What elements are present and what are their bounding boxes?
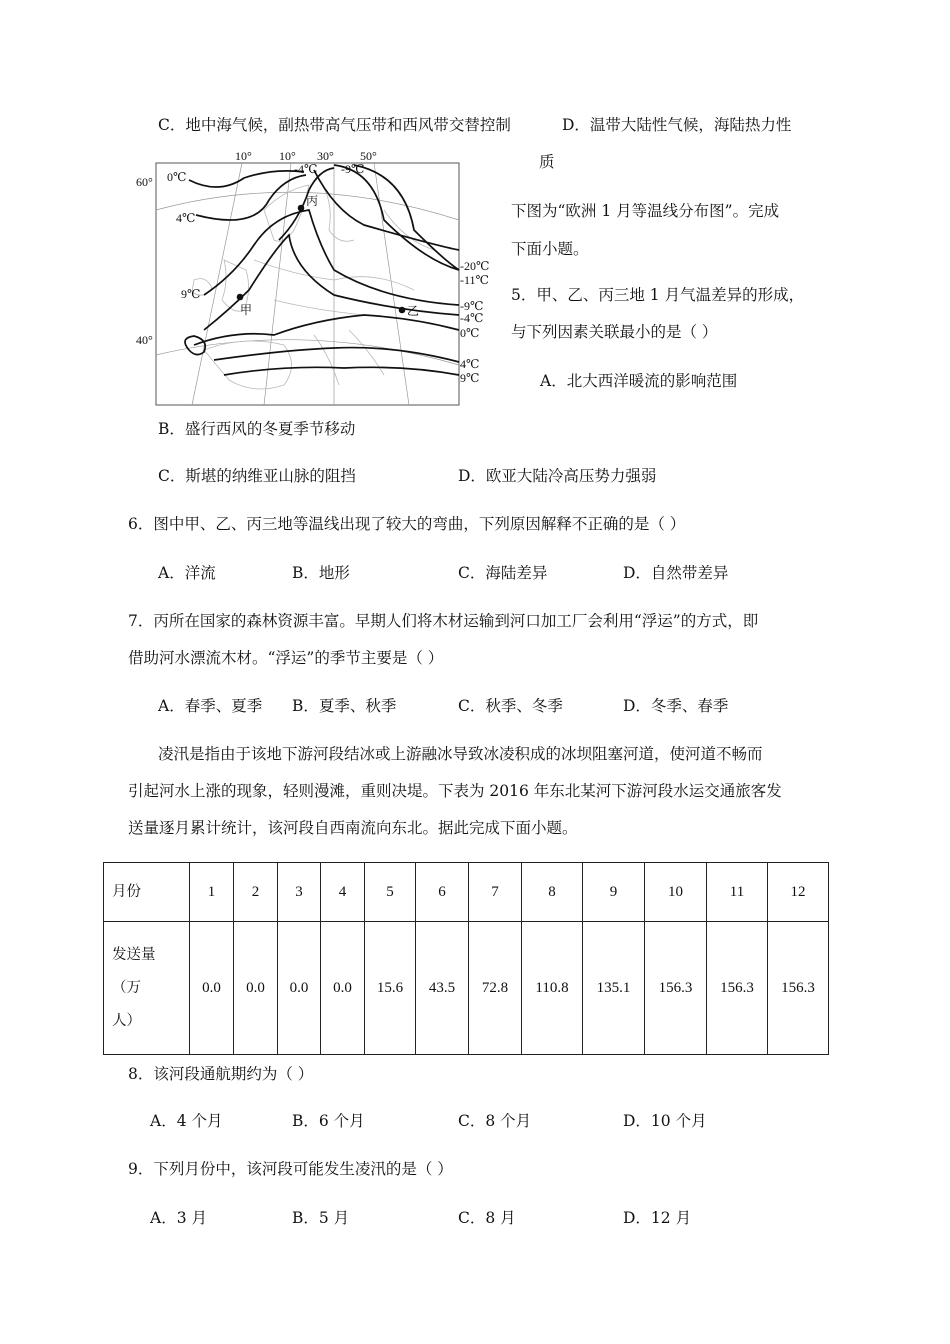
place-bing-label: 丙 <box>306 194 319 208</box>
month-cell: 5 <box>365 863 416 922</box>
q5-stem-line1: 5．甲、乙、丙三地 1 月气温差异的形成， <box>511 286 805 304</box>
value-cell: 110.8 <box>522 922 583 1055</box>
table-value-row <box>104 922 829 1055</box>
q7-stem-line2: 借助河水漂流木材。“浮运”的季节主要是（ ） <box>128 649 444 667</box>
isotherm-label: 4℃ <box>176 211 196 225</box>
value-cell: 15.6 <box>365 922 416 1055</box>
q6-stem: 6．图中甲、乙、丙三地等温线出现了较大的弯曲，下列原因解释不正确的是（ ） <box>128 515 686 533</box>
q7-option-b: B．夏季、秋季 <box>292 697 397 715</box>
value-cell: 0.0 <box>321 922 365 1055</box>
value-cell: 72.8 <box>469 922 522 1055</box>
q4-option-d-continued: 质 <box>539 153 555 171</box>
q5-option-b: B．盛行西风的冬夏季节移动 <box>158 420 356 438</box>
q5-option-a: A．北大西洋暖流的影响范围 <box>540 372 738 390</box>
lat-label: 60° <box>136 175 153 189</box>
value-cell: 0.0 <box>190 922 234 1055</box>
row-label-cell <box>104 922 190 1055</box>
q7-stem-line1: 7．丙所在国家的森林资源丰富。早期人们将木材运输到河口加工厂会利用“浮运”的方式，即 <box>128 612 759 630</box>
header-label-cell: 月份 <box>104 863 190 922</box>
row-label-line: 人） <box>112 1012 141 1029</box>
row-label-line: 发送量 <box>112 946 156 963</box>
europe-isotherm-map <box>134 150 492 410</box>
value-cell: 0.0 <box>234 922 278 1055</box>
month-cell: 2 <box>234 863 278 922</box>
place-yi-dot <box>399 307 406 314</box>
table-intro-line2: 引起河水上涨的现象，轻则漫滩，重则决堤。下表为 2016 年东北某河下游河段水运交通旅客发 <box>128 782 782 800</box>
isotherm-label: 0℃ <box>460 326 480 340</box>
value-cell: 156.3 <box>645 922 707 1055</box>
month-cell: 6 <box>416 863 469 922</box>
table-intro-line1: 凌汛是指由于该地下游河段结冰或上游融冰导致冰凌积成的冰坝阻塞河道，使河道不畅而 <box>158 745 763 763</box>
q7-option-d: D．冬季、春季 <box>623 697 729 715</box>
isotherm-label: -11℃ <box>460 273 489 287</box>
q8-option-a: A．4 个月 <box>150 1112 223 1130</box>
q9-option-c: C．8 月 <box>458 1209 516 1227</box>
map-intro-line1: 下图为“欧洲 1 月等温线分布图”。完成 <box>511 202 780 220</box>
lon-label: 10° <box>235 150 252 163</box>
isotherm-label: -20℃ <box>460 259 490 273</box>
lon-label: 30° <box>317 150 334 163</box>
month-cell: 8 <box>522 863 583 922</box>
q9-stem: 9．下列月份中，该河段可能发生凌汛的是（ ） <box>128 1160 453 1178</box>
q9-option-a: A．3 月 <box>150 1209 207 1227</box>
place-jia-label: 甲 <box>240 303 253 317</box>
q9-option-b: B．5 月 <box>292 1209 350 1227</box>
month-cell: 10 <box>645 863 707 922</box>
q6-option-d: D．自然带差异 <box>623 564 729 582</box>
isotherm-label: 0℃ <box>167 170 187 184</box>
q7-option-a: A．春季、夏季 <box>158 697 263 715</box>
value-cell: 135.1 <box>583 922 645 1055</box>
table-header-row <box>104 863 829 922</box>
map-intro-line2: 下面小题。 <box>511 240 589 258</box>
place-jia-dot <box>237 294 244 301</box>
q6-option-b: B．地形 <box>292 564 350 582</box>
isotherm-label: -4℃ <box>294 162 318 176</box>
table-intro-line3: 送量逐月累计统计，该河段自西南流向东北。据此完成下面小题。 <box>128 819 578 837</box>
value-cell: 0.0 <box>278 922 321 1055</box>
month-cell: 4 <box>321 863 365 922</box>
isotherm-label: 9℃ <box>460 371 480 385</box>
q6-option-c: C．海陆差异 <box>458 564 548 582</box>
passenger-volume-table <box>103 862 829 1055</box>
q8-option-c: C．8 个月 <box>458 1112 532 1130</box>
value-cell: 156.3 <box>768 922 829 1055</box>
place-yi-label: 乙 <box>407 304 420 318</box>
q5-option-d: D．欧亚大陆冷高压势力强弱 <box>458 467 657 485</box>
month-cell: 7 <box>469 863 522 922</box>
value-cell: 156.3 <box>707 922 768 1055</box>
q9-option-d: D．12 月 <box>623 1209 692 1227</box>
q8-option-b: B．6 个月 <box>292 1112 365 1130</box>
row-label-line: （万 <box>112 979 141 996</box>
isotherm-label: -9℃ <box>341 162 365 176</box>
month-cell: 9 <box>583 863 645 922</box>
month-cell: 3 <box>278 863 321 922</box>
q5-option-c: C．斯堪的纳维亚山脉的阻挡 <box>158 467 356 485</box>
q8-option-d: D．10 个月 <box>623 1112 707 1130</box>
isotherm-label: -9℃ <box>460 299 484 313</box>
lat-label: 40° <box>136 333 153 347</box>
q8-stem: 8．该河段通航期约为（ ） <box>128 1065 314 1083</box>
month-cell: 1 <box>190 863 234 922</box>
month-cell: 12 <box>768 863 829 922</box>
value-cell: 43.5 <box>416 922 469 1055</box>
q5-stem-line2: 与下列因素关联最小的是（ ） <box>511 323 718 341</box>
q6-option-a: A．洋流 <box>158 564 216 582</box>
month-cell: 11 <box>707 863 768 922</box>
isotherm-label: -4℃ <box>460 311 484 325</box>
lon-label: 50° <box>360 150 377 163</box>
q4-option-d: D．温带大陆性气候，海陆热力性 <box>562 116 792 134</box>
place-bing-dot <box>298 205 305 212</box>
q7-option-c: C．秋季、冬季 <box>458 697 563 715</box>
isotherm-label: 9℃ <box>181 287 201 301</box>
isotherm-label: 4℃ <box>460 357 480 371</box>
q4-option-c: C．地中海气候，副热带高气压带和西风带交替控制 <box>158 116 511 134</box>
lon-label: 10° <box>279 150 296 163</box>
